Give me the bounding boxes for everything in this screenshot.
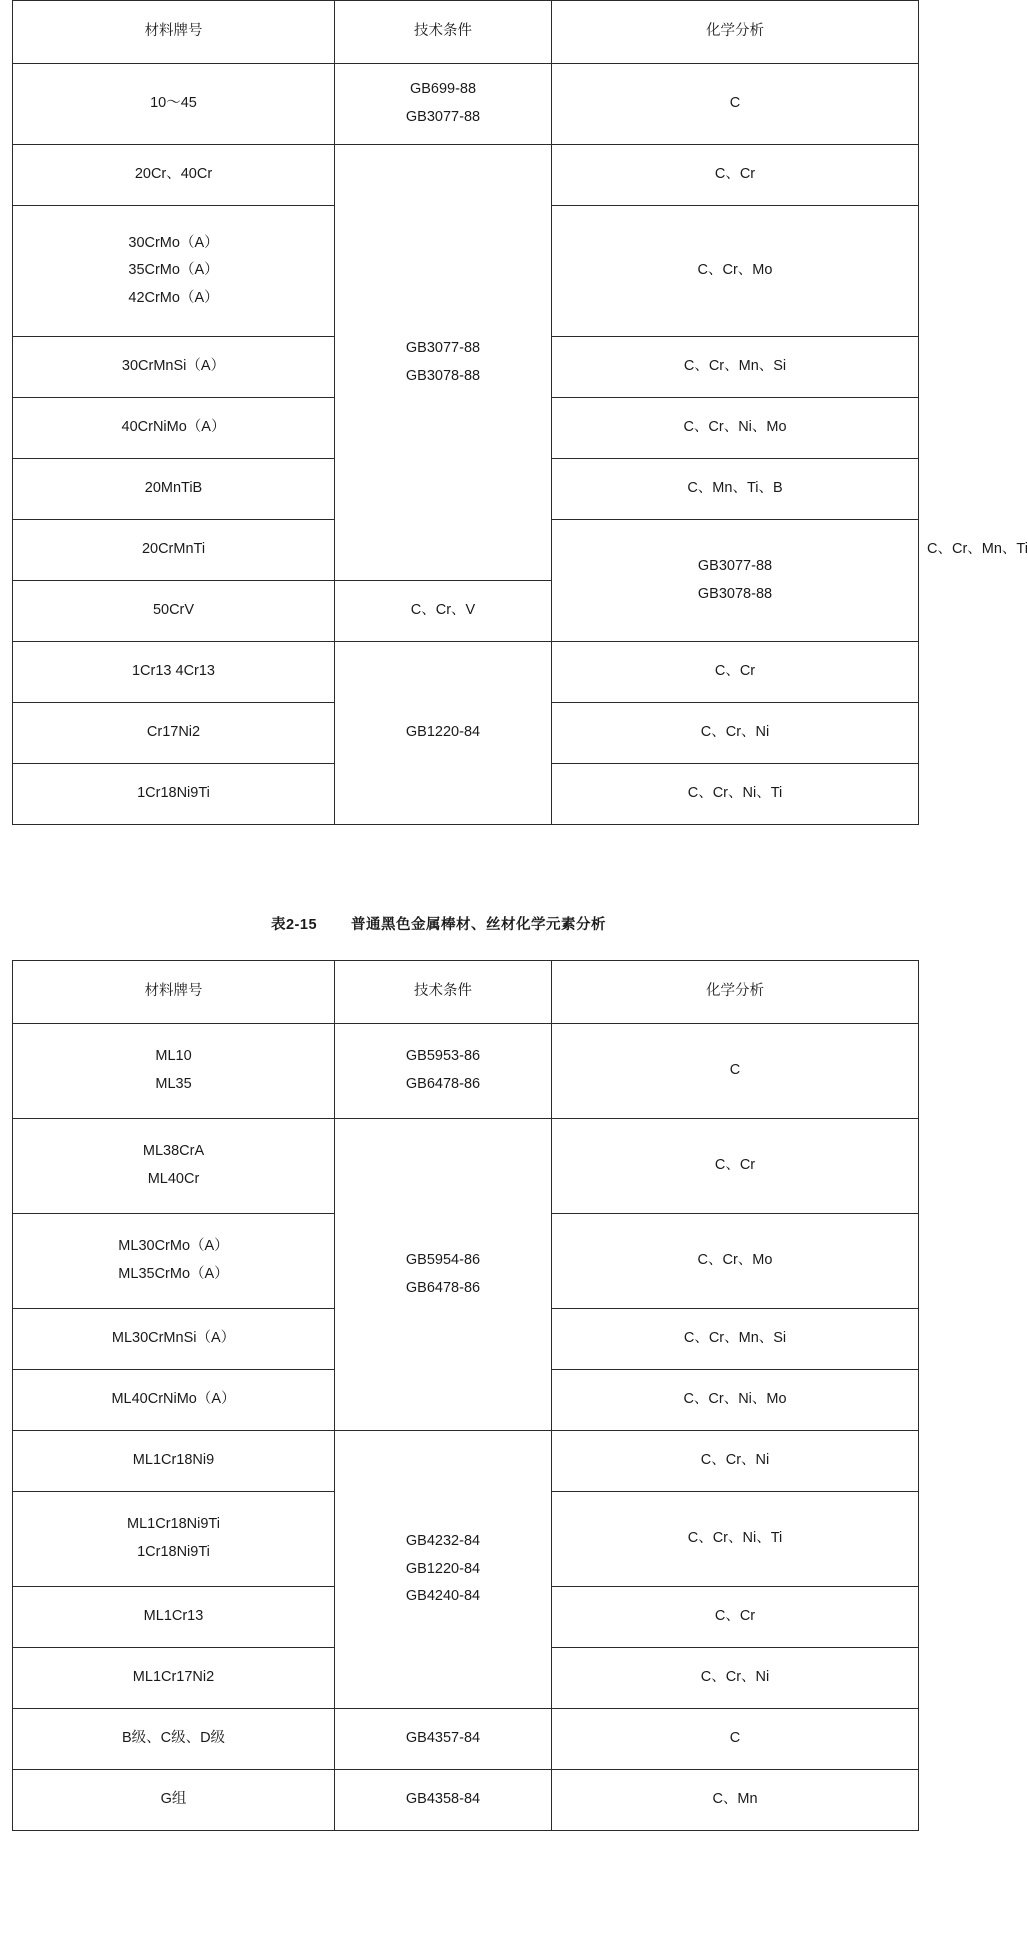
material-grade-cell	[13, 1370, 335, 1431]
cell-line: B级、C级、D级	[121, 1730, 226, 1747]
column-header: 技术条件	[335, 961, 552, 1024]
cell-line: 20Cr、40Cr	[134, 166, 213, 183]
chemical-analysis-cell	[552, 206, 919, 337]
cell-line: 30CrMo（A）	[128, 234, 219, 251]
technical-condition-cell	[335, 1024, 552, 1119]
material-grade-cell	[13, 1709, 335, 1770]
upper-table-wrapper	[6, 0, 1028, 825]
cell-line: ML10	[155, 1048, 192, 1065]
table-body-upper	[13, 1, 1028, 825]
technical-condition-cell	[552, 520, 919, 642]
material-grade-cell	[13, 1024, 335, 1119]
cell-line: C、Cr、V	[410, 602, 476, 619]
chemical-analysis-cell	[552, 1024, 919, 1119]
cell-line: 1Cr18Ni9Ti	[137, 1544, 210, 1560]
chemical-analysis-cell	[552, 1648, 919, 1709]
cell-line: C、Cr	[714, 166, 756, 183]
technical-condition-cell	[335, 1709, 552, 1770]
cell-line: ML30CrMo（A）	[118, 1238, 229, 1255]
chemical-analysis-cell	[552, 1214, 919, 1309]
column-header: 材料牌号	[13, 961, 335, 1024]
chemical-analysis-cell	[552, 642, 919, 703]
material-grade-cell	[13, 703, 335, 764]
column-header: 技术条件	[335, 1, 552, 64]
chemical-analysis-cell	[552, 1309, 919, 1370]
cell-line: ML40CrNiMo（A）	[111, 1391, 236, 1408]
cell-line: 35CrMo（A）	[128, 262, 219, 279]
cell-line: GB4358-84	[405, 1791, 481, 1808]
cell-line: Cr17Ni2	[146, 724, 201, 741]
material-grade-cell	[13, 459, 335, 520]
material-grade-cell	[13, 1648, 335, 1709]
caption-number: 表2-15	[270, 917, 318, 933]
material-grade-cell	[13, 1214, 335, 1309]
material-spec-table-lower	[12, 960, 919, 1831]
cell-line: C、Cr、Ni、Mo	[683, 419, 787, 436]
cell-line: G组	[160, 1791, 187, 1808]
table-header-row	[13, 1, 919, 64]
column-header: 化学分析	[552, 1, 919, 64]
cell-line: GB3078-88	[405, 367, 481, 384]
technical-condition-cell	[335, 1770, 552, 1831]
cell-line: C	[729, 95, 741, 112]
cell-line: C、Mn、Ti、B	[687, 480, 783, 497]
cell-line: 30CrMnSi（A）	[121, 358, 226, 375]
material-grade-cell	[13, 764, 335, 825]
cell-line: C、Cr	[714, 1157, 756, 1174]
chemical-analysis-cell	[552, 1431, 919, 1492]
cell-line: GB3077-88	[405, 339, 481, 356]
table-row	[13, 1709, 919, 1770]
material-grade-cell	[13, 1431, 335, 1492]
bottom-padding	[0, 1831, 867, 1849]
cell-line: GB3077-88	[405, 109, 481, 125]
cell-line: GB4357-84	[405, 1730, 481, 1747]
material-spec-table-upper	[12, 0, 1028, 825]
chemical-analysis-cell	[552, 459, 919, 520]
cell-line: GB4240-84	[405, 1588, 481, 1605]
material-grade-cell	[13, 398, 335, 459]
cell-line: C、Cr、Mo	[697, 1252, 773, 1269]
material-grade-cell	[13, 1770, 335, 1831]
table-caption	[0, 913, 867, 934]
cell-line: C、Cr、Mn、Si	[683, 358, 787, 375]
material-grade-cell	[13, 337, 335, 398]
cell-line: GB4232-84	[405, 1533, 481, 1550]
chemical-analysis-cell	[552, 337, 919, 398]
cell-line: GB1220-84	[405, 724, 481, 741]
cell-line: 1Cr18Ni9Ti	[137, 785, 210, 802]
table-header-row	[13, 961, 919, 1024]
chemical-analysis-cell	[552, 145, 919, 206]
cell-line: 42CrMo（A）	[128, 289, 219, 306]
cell-line: ML38CrA	[142, 1143, 205, 1160]
cell-line: ML1Cr13	[143, 1608, 204, 1625]
cell-line: C、Cr、Ni	[700, 1452, 770, 1469]
chemical-analysis-cell	[552, 1587, 919, 1648]
cell-line: 20MnTiB	[144, 480, 203, 497]
cell-line: C、Cr	[714, 663, 756, 680]
cell-line: 20CrMnTi	[141, 541, 206, 558]
material-grade-cell	[13, 1119, 335, 1214]
caption-text: 普通黑色金属棒材、丝材化学元素分析	[351, 917, 607, 933]
cell-line: ML35	[155, 1076, 192, 1092]
cell-line: C、Mn	[712, 1791, 758, 1808]
table-row	[13, 1024, 919, 1119]
section-spacer	[0, 825, 867, 913]
table-row	[13, 1119, 919, 1214]
chemical-analysis-cell	[335, 581, 552, 642]
cell-line: C、Cr、Mo	[697, 262, 773, 279]
chemical-analysis-cell	[552, 764, 919, 825]
cell-line: GB1220-84	[405, 1560, 481, 1577]
material-grade-cell	[13, 206, 335, 337]
chemical-analysis-cell	[552, 1709, 919, 1770]
material-grade-cell	[13, 1492, 335, 1587]
cell-line: C、Cr、Ni、Mo	[683, 1391, 787, 1408]
table-row	[13, 64, 919, 145]
table-row: 20CrMnTi GB3077-88 GB3078-88 C、Cr、Mn、Ti	[13, 520, 919, 581]
cell-line: ML1Cr18Ni9Ti	[127, 1516, 220, 1533]
cell-line: C	[729, 1730, 741, 1747]
cell-line: C、Cr、Ni	[700, 1669, 770, 1686]
technical-condition-cell	[335, 145, 552, 581]
cell-line: 50CrV	[152, 602, 195, 619]
table-row	[13, 1770, 919, 1831]
cell-line: ML40Cr	[147, 1171, 200, 1187]
table-row	[13, 642, 919, 703]
cell-line: 40CrNiMo（A）	[121, 419, 226, 436]
chemical-analysis-cell	[552, 703, 919, 764]
chemical-analysis-cell	[552, 1370, 919, 1431]
chemical-analysis-cell	[552, 1119, 919, 1214]
table-row	[13, 1431, 919, 1492]
cell-line: ML35CrMo（A）	[118, 1266, 229, 1282]
cell-line: C、Cr	[714, 1608, 756, 1625]
cell-line: GB6478-86	[405, 1076, 481, 1092]
chemical-analysis-cell	[552, 398, 919, 459]
cell-line: GB6478-86	[405, 1279, 481, 1296]
material-grade-cell	[13, 64, 335, 145]
table-row	[13, 145, 919, 206]
cell-line: GB699-88	[409, 81, 477, 98]
cell-line: C	[729, 1062, 741, 1079]
cell-line: 1Cr13 4Cr13	[131, 663, 215, 680]
material-grade-cell	[13, 520, 335, 581]
cell-line: ML30CrMnSi（A）	[111, 1330, 236, 1347]
technical-condition-cell	[335, 642, 552, 825]
material-grade-cell	[13, 581, 335, 642]
cell-line: GB5954-86	[405, 1251, 481, 1268]
material-grade-cell	[13, 642, 335, 703]
cell-line: GB5953-86	[405, 1048, 481, 1065]
chemical-analysis-cell	[552, 64, 919, 145]
cell-line: C、Cr、Mn、Si	[683, 1330, 787, 1347]
table-body-lower	[13, 961, 919, 1831]
material-grade-cell	[13, 1587, 335, 1648]
cell-line: ML1Cr17Ni2	[132, 1669, 215, 1686]
technical-condition-cell	[335, 64, 552, 145]
lower-table-wrapper	[6, 960, 861, 1831]
chemical-analysis-cell	[552, 1770, 919, 1831]
cell-line: ML1Cr18Ni9	[132, 1452, 215, 1469]
material-grade-cell	[13, 1309, 335, 1370]
technical-condition-cell	[335, 1431, 552, 1709]
material-grade-cell	[13, 145, 335, 206]
column-header: 材料牌号	[13, 1, 335, 64]
technical-condition-cell	[335, 1119, 552, 1431]
cell-line: 10～45	[150, 95, 197, 112]
cell-line: GB3078-88	[697, 585, 773, 602]
cell-line: C、Cr、Ni、Ti	[687, 785, 783, 802]
chemical-analysis-cell	[552, 1492, 919, 1587]
cell-line: GB3077-88	[697, 557, 773, 574]
cell-line: C、Cr、Ni	[700, 724, 770, 741]
cell-line: C、Cr、Ni、Ti	[687, 1530, 783, 1547]
column-header: 化学分析	[552, 961, 919, 1024]
